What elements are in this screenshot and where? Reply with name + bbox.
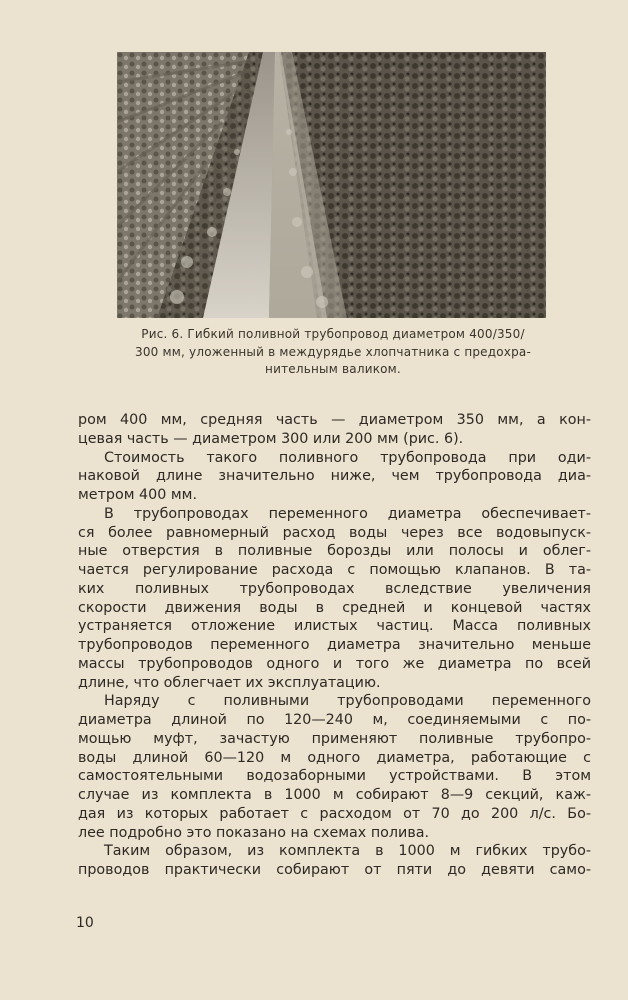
text-line: трубопроводов переменного диаметра значительно меньше (78, 637, 591, 653)
text-line: случае из комплекта в 1000 м собирают 8—9 секций, каж- (78, 787, 591, 803)
text-line: В трубопроводах переменного диаметра обеспечивает- (104, 505, 591, 522)
text-line: лее подробно это показано на схемах полива. (78, 824, 430, 841)
text-line: самостоятельными водозаборными устройствами. В этом (78, 768, 591, 785)
text-line: устраняется отложение илистых частиц. Масса поливных (78, 618, 591, 635)
text-line: ные отверстия в поливные борозды или полосы и облег- (78, 543, 591, 560)
cotton-field-photo (117, 52, 546, 318)
text-line: цевая часть — диаметром 300 или 200 мм (рис. 6). (78, 430, 464, 447)
text-line: массы трубопроводов одного и того же диаметра по всей (78, 655, 591, 672)
text-line: ся более равномерный расход воды через все водовыпуск- (78, 524, 591, 541)
text-line: наковой длине значительно ниже, чем трубопровода диа- (78, 468, 591, 485)
caption-line: нительным валиком. (265, 362, 401, 376)
text-line: ром 400 мм, средняя часть — диаметром 350 мм, а кон- (78, 412, 591, 428)
text-line: Наряду с поливными трубопроводами переменного (104, 693, 591, 710)
text-line: скорости движения воды в средней и концевой частях (78, 599, 591, 616)
text-line: воды длиной 60—120 м одного диаметра, работающие с (78, 749, 591, 766)
text-line: Таким образом, из комплекта в 1000 м гибких трубо- (104, 843, 591, 860)
page-number: 10 (76, 915, 94, 931)
text-line: диаметра длиной по 120—240 м, соединяемыми с по- (78, 712, 591, 728)
text-line: проводов практически собирают от пяти до девяти само- (78, 862, 591, 878)
text-line: дая из которых работает с расходом от 70 до 200 л/с. Бо- (78, 805, 591, 822)
text-line: мощью муфт, зачастую применяют поливные трубопро- (78, 730, 591, 747)
text-line: чается регулирование расхода с помощью клапанов. В та- (78, 562, 591, 578)
caption-line: 300 мм, уложенный в междурядье хлопчатника с предохра- (134, 344, 532, 359)
text-line: длине, что облегчает их эксплуатацию. (78, 674, 381, 691)
text-line: ких поливных трубопроводах вследствие увеличения (78, 580, 591, 597)
text-line: метром 400 мм. (78, 487, 198, 503)
figure-caption (104, 326, 562, 379)
caption-line: Рис. 6. Гибкий поливной трубопровод диаметром 400/350/ (141, 327, 525, 341)
body-text (78, 411, 591, 880)
text-line: Стоимость такого поливного трубопровода при оди- (104, 449, 591, 466)
figure-photo (117, 52, 546, 318)
